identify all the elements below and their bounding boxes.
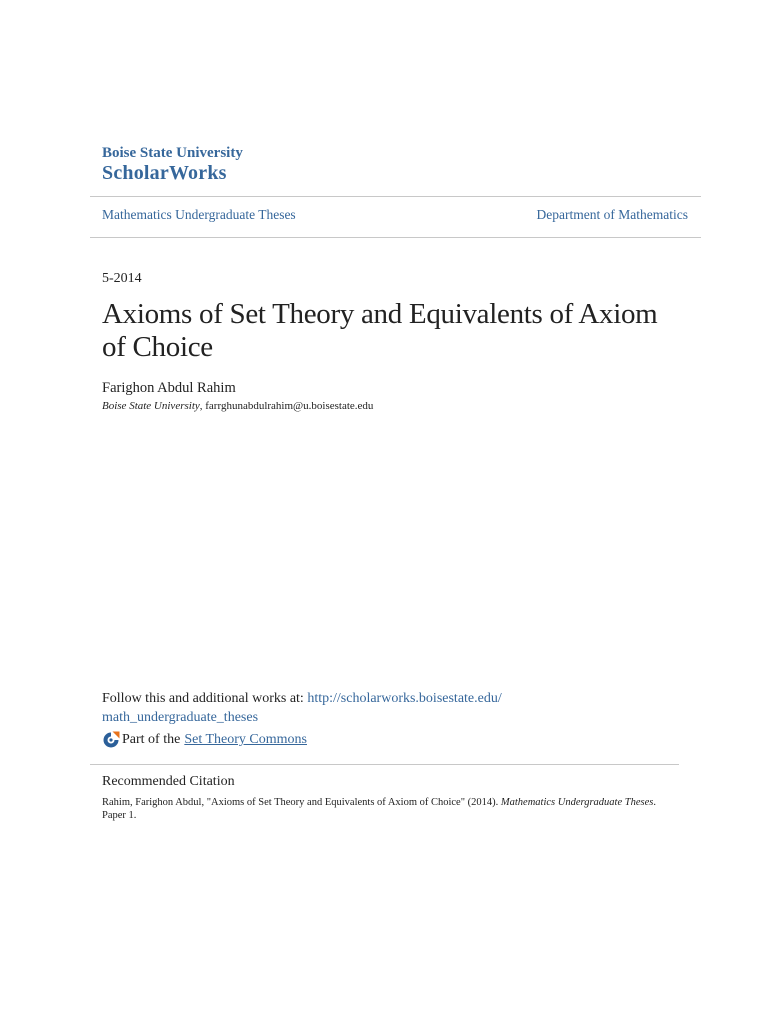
repository-name[interactable]: ScholarWorks (102, 162, 227, 184)
author-email: farrghunabdulrahim@u.boisestate.edu (205, 400, 374, 412)
collection-link[interactable]: Mathematics Undergraduate Theses (102, 207, 296, 222)
author-affiliation (102, 400, 373, 412)
follow-works-notice (102, 689, 542, 727)
follow-prefix: Follow this and additional works at: (102, 691, 308, 706)
citation-text-start: Rahim, Farighon Abdul, "Axioms of Set Theory and Equivalents of Axiom of Choice" (2014). (102, 797, 501, 808)
citation-text (102, 796, 672, 822)
author-name: Farighon Abdul Rahim (102, 380, 236, 396)
part-of-commons (102, 731, 307, 749)
digital-commons-logo-icon (102, 731, 120, 749)
citation-text-end: . Paper 1. (102, 797, 656, 821)
document-title: Axioms of Set Theory and Equivalents of Axiom of Choice (102, 298, 658, 363)
citation-series: Mathematics Undergraduate Theses (500, 797, 654, 808)
repository-url-continued[interactable]: math_undergraduate_theses (102, 710, 259, 725)
institution-branding[interactable] (102, 145, 243, 184)
part-of-prefix: Part of the (122, 732, 181, 747)
header-divider-top (90, 196, 701, 197)
header-divider-bottom (90, 237, 701, 238)
citation-heading: Recommended Citation (102, 774, 235, 789)
affiliation-separator: , (199, 400, 206, 412)
department-link[interactable]: Department of Mathematics (536, 207, 688, 222)
university-name[interactable]: Boise State University (102, 145, 243, 161)
author-institution: Boise State University (102, 400, 200, 412)
citation-divider (90, 764, 679, 765)
publication-date: 5-2014 (102, 271, 142, 286)
repository-url[interactable]: http://scholarworks.boisestate.edu/ (307, 691, 502, 706)
set-theory-commons-link[interactable]: Set Theory Commons (184, 732, 307, 747)
